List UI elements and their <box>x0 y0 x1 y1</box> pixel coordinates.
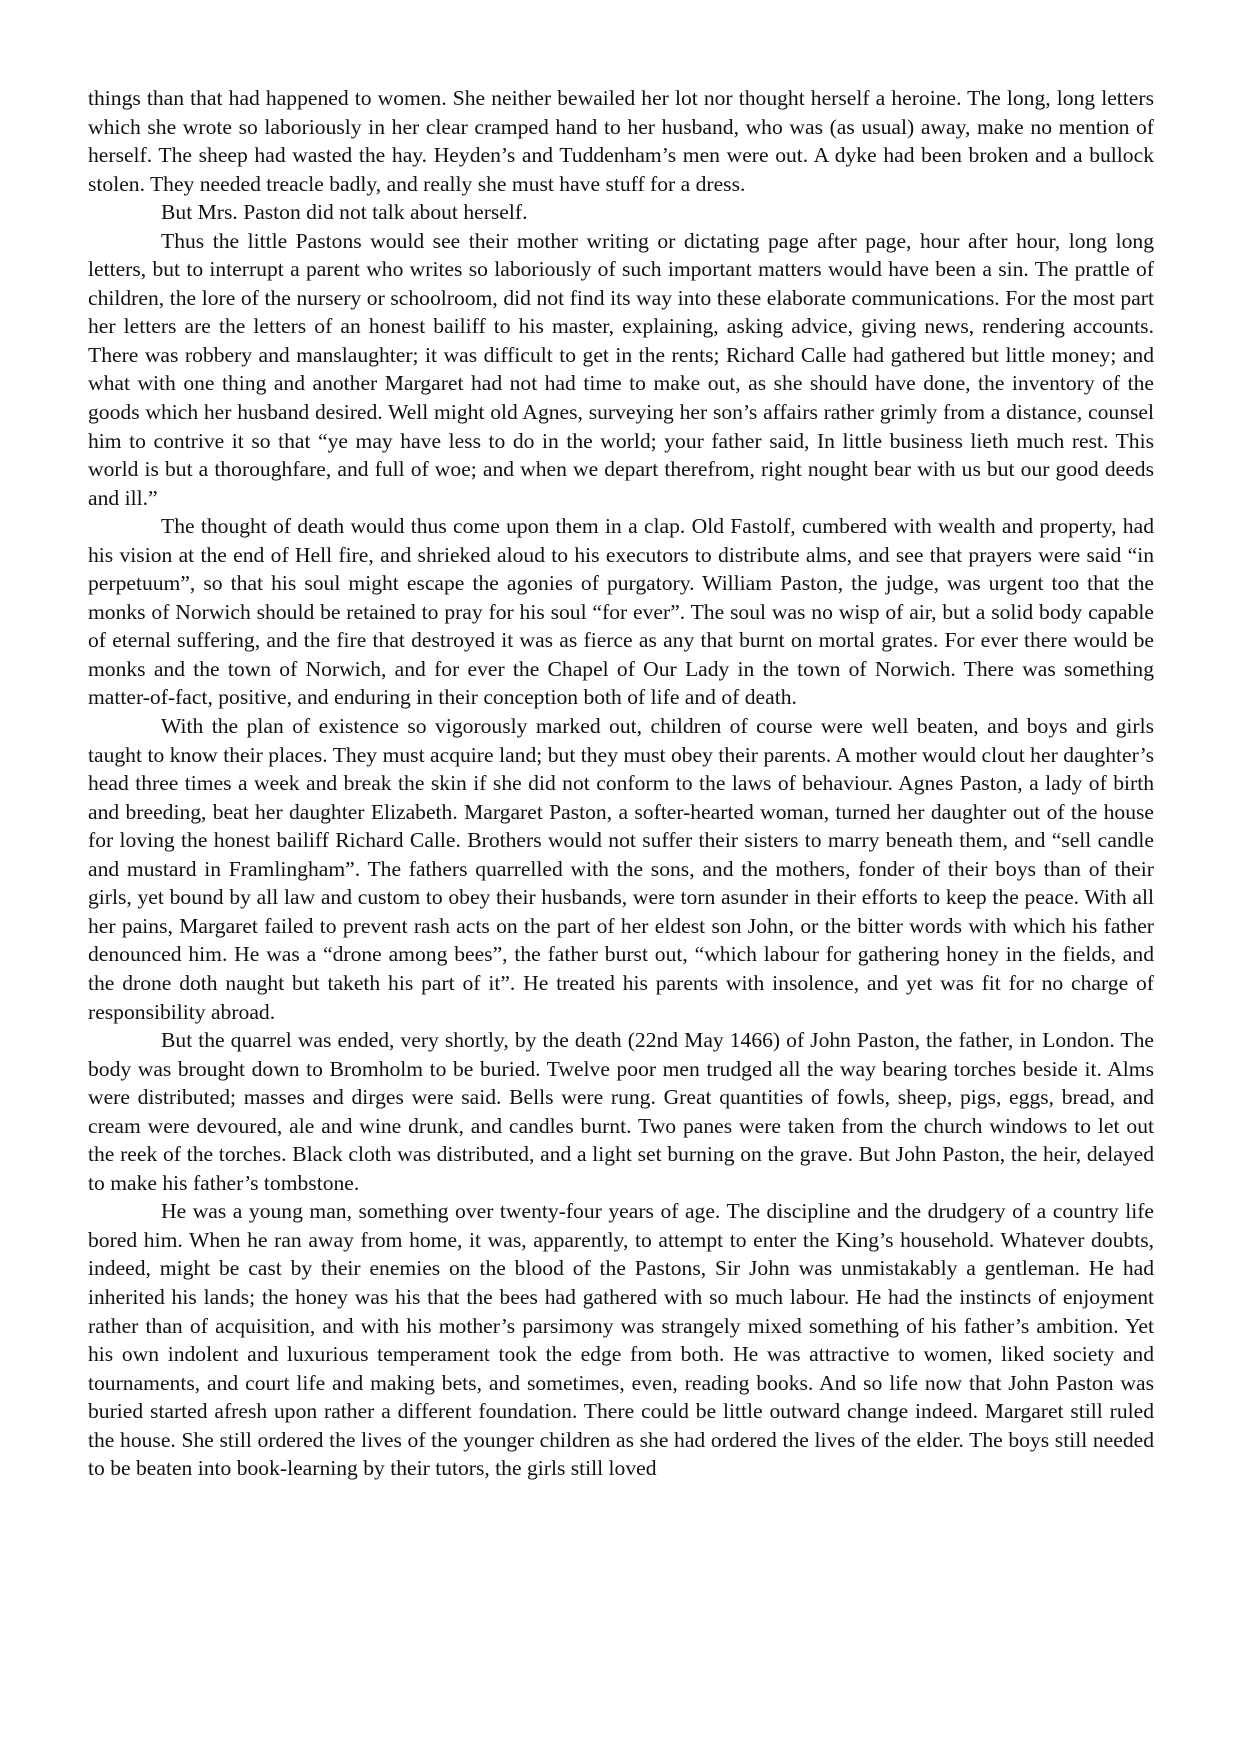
paragraph-1: things than that had happened to women. She neither bewailed her lot nor thought herself a heroine. The long, long letters which she wrote so laboriously in her clear cramped hand to her husband, who was (as usual) away, make no mention of herself. The sheep had wasted the hay. Heyden’s and Tuddenham’s men were out. A dyke had been broken and a bullock stolen. They needed treacle badly, and really she must have stuff for a dress. <box>88 86 1154 196</box>
paragraph-5: With the plan of existence so vigorously marked out, children of course were well beaten, and boys and girls taught to know their places. They must acquire land; but they must obey their parents. A mother would clout her daughter’s head three times a week and break the skin if she did not conform to the laws of behaviour. Agnes Paston, a lady of birth and breeding, beat her daughter Elizabeth. Margaret Paston, a softer-hearted woman, turned her daughter out of the house for loving the honest bailiff Richard Calle. Brothers would not suffer their sisters to marry beneath them, and “sell candle and mustard in Framlingham”. The fathers quarrelled with the sons, and the mothers, fonder of their boys than of their girls, yet bound by all law and custom to obey their husbands, were torn asunder in their efforts to keep the peace. With all her pains, Margaret failed to prevent rash acts on the part of her eldest son John, or the bitter words with which his father denounced him. He was a “drone among bees”, the father burst out, “which labour for gathering honey in the fields, and the drone doth naught but taketh his part of it”. He treated his parents with insolence, and yet was fit for no charge of responsibility abroad. <box>88 714 1154 1024</box>
paragraph-2: But Mrs. Paston did not talk about herself. <box>161 200 528 225</box>
paragraph-4: The thought of death would thus come upon them in a clap. Old Fastolf, cumbered with wealth and property, had his vision at the end of Hell fire, and shrieked aloud to his executors to distribute alms, and see that prayers were said “in perpetuum”, so that his soul might escape the agonies of purgatory. William Paston, the judge, was urgent too that the monks of Norwich should be retained to pray for his soul “for ever”. The soul was no wisp of air, but a solid body capable of eternal suffering, and the fire that destroyed it was as fierce as any that burnt on mortal grates. For ever there would be monks and the town of Norwich, and for ever the Chapel of Our Lady in the town of Norwich. There was something matter-of-fact, positive, and enduring in their conception both of life and of death. <box>88 514 1154 710</box>
paragraph-7: He was a young man, something over twenty-four years of age. The discipline and the drudgery of a country life bored him. When he ran away from home, it was, apparently, to attempt to enter the King’s household. Whatever doubts, indeed, might be cast by their enemies on the blood of the Pastons, Sir John was unmistakably a gentleman. He had inherited his lands; the honey was his that the bees had gathered with so much labour. He had the instincts of enjoyment rather than of acquisition, and with his mother’s parsimony was strangely mixed something of his father’s ambition. Yet his own indolent and luxurious temperament took the edge from both. He was attractive to women, liked society and tournaments, and court life and making bets, and sometimes, even, reading books. And so life now that John Paston was buried started afresh upon rather a different foundation. There could be little outward change indeed. Margaret still ruled the house. She still ordered the lives of the younger children as she had ordered the lives of the elder. The boys still needed to be beaten into book-learning by their tutors, the girls still loved <box>88 1199 1154 1481</box>
paragraph-3: Thus the little Pastons would see their mother writing or dictating page after page, hour after hour, long long letters, but to interrupt a parent who writes so laboriously of such important matters would have been a sin. The prattle of children, the lore of the nursery or schoolroom, did not find its way into these elaborate communications. For the most part her letters are the letters of an honest bailiff to his master, explaining, asking advice, giving news, rendering accounts. There was robbery and manslaughter; it was difficult to get in the rents; Richard Calle had gathered but little money; and what with one thing and another Margaret had not had time to make out, as she should have done, the inventory of the goods which her husband desired. Well might old Agnes, surveying her son’s affairs rather grimly from a distance, counsel him to contrive it so that “ye may have less to do in the world; your father said, In little business lieth much rest. This world is but a thoroughfare, and full of woe; and when we depart therefrom, right nought bear with us but our good deeds and ill.” <box>88 228 1154 510</box>
document-page <box>88 84 1154 1483</box>
paragraph-6: But the quarrel was ended, very shortly, by the death (22nd May 1466) of John Paston, the father, in London. The body was brought down to Bromholm to be buried. Twelve poor men trudged all the way bearing torches beside it. Alms were distributed; masses and dirges were said. Bells were rung. Great quantities of fowls, sheep, pigs, eggs, bread, and cream were devoured, ale and wine drunk, and candles burnt. Two panes were taken from the church windows to let out the reek of the torches. Black cloth was distributed, and a light set burning on the grave. But John Paston, the heir, delayed to make his father’s tombstone. <box>88 1028 1154 1195</box>
